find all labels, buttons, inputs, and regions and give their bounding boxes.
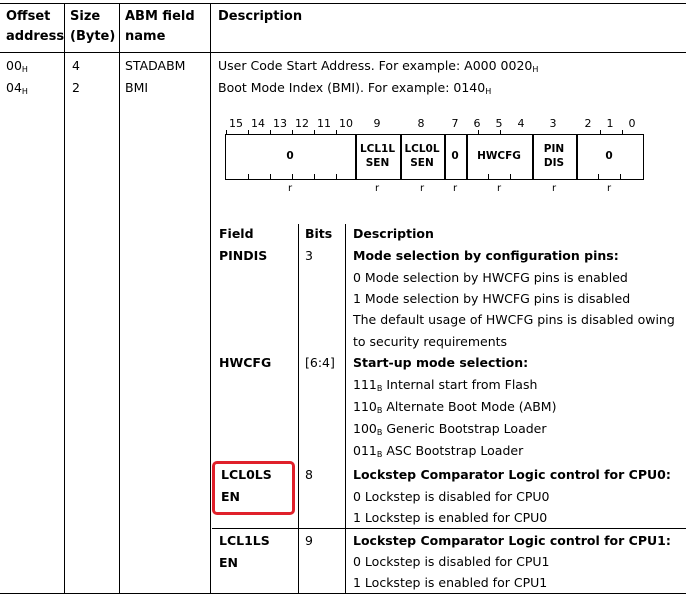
label-lcl1lsen: LCL1L SEN bbox=[359, 143, 396, 169]
row1-size: 4 bbox=[72, 58, 80, 73]
tick-mark bbox=[314, 174, 315, 179]
bit-13: 13 bbox=[273, 117, 287, 130]
bit-1: 1 bbox=[606, 117, 614, 130]
col-divider-3 bbox=[210, 3, 211, 594]
ft-lcl1lsen-line2: 1 Lockstep is enabled for CPU1 bbox=[353, 575, 548, 590]
ft-header-description: Description bbox=[353, 226, 434, 241]
ft-pindis-line3: The default usage of HWCFG pins is disabled owing bbox=[353, 312, 675, 327]
ft-lcl1lsen-line1: 0 Lockstep is disabled for CPU1 bbox=[353, 554, 550, 569]
ft-lcl0lsen-bits: 8 bbox=[305, 467, 313, 482]
ft-lcl0lsen-title: Lockstep Comparator Logic control for CPU0: bbox=[353, 467, 671, 482]
ft-lcl0lsen-name: LCL0LS EN bbox=[221, 467, 272, 504]
bit-0: 0 bbox=[628, 117, 636, 130]
tick-mark bbox=[336, 174, 337, 179]
bit-9: 9 bbox=[373, 117, 381, 130]
col-divider-1 bbox=[64, 3, 65, 594]
tick-mark bbox=[270, 174, 271, 179]
label-reserved-7: 0 bbox=[451, 150, 459, 162]
bit-6: 6 bbox=[473, 117, 481, 130]
ft-lcl0lsen-line2: 1 Lockstep is enabled for CPU0 bbox=[353, 510, 548, 525]
ft-hwcfg-line1: $111_B$ Internal start from Flash bbox=[353, 377, 538, 393]
ft-header-bits: Bits bbox=[305, 226, 333, 241]
access-reserved-2-0: r bbox=[606, 183, 612, 194]
access-pindis: r bbox=[551, 183, 557, 194]
table-top-border bbox=[0, 3, 686, 4]
ft-header-field: Field bbox=[219, 226, 254, 241]
row2-description: Boot Mode Index (BMI). For example: $0140_H$ bbox=[218, 80, 492, 96]
ft-hwcfg-bits: [6:4] bbox=[305, 355, 335, 370]
header-offset: Offset address bbox=[6, 9, 65, 44]
ft-lcl1lsen-bits: 9 bbox=[305, 533, 313, 548]
ft-hwcfg-line4: $011_B$ ASC Bootstrap Loader bbox=[353, 443, 524, 459]
ft-pindis-line1: 0 Mode selection by HWCFG pins is enabled bbox=[353, 270, 628, 285]
header-description: Description bbox=[218, 9, 303, 24]
bit-11: 11 bbox=[317, 117, 331, 130]
header-divider bbox=[0, 52, 686, 53]
ft-pindis-line2: 1 Mode selection by HWCFG pins is disabled bbox=[353, 291, 631, 306]
row1-name: STADABM bbox=[125, 58, 186, 73]
label-pindis: PIN DIS bbox=[543, 143, 565, 169]
highlight-box bbox=[212, 461, 295, 515]
bit-2: 2 bbox=[584, 117, 592, 130]
access-reserved-15-10: r bbox=[287, 183, 293, 194]
bit-3: 3 bbox=[549, 117, 557, 130]
access-hwcfg: r bbox=[496, 183, 502, 194]
ft-lcl1lsen-name: LCL1LS EN bbox=[219, 533, 270, 570]
ft-lcl0lsen-line1: 0 Lockstep is disabled for CPU0 bbox=[353, 489, 550, 504]
bit-10: 10 bbox=[339, 117, 353, 130]
tick-mark bbox=[488, 174, 489, 179]
row2-name: BMI bbox=[125, 80, 149, 95]
ft-hwcfg-line3: $100_B$ Generic Bootstrap Loader bbox=[353, 421, 547, 437]
header-abm-field: ABM field name bbox=[125, 9, 195, 44]
ft-pindis-name: PINDIS bbox=[219, 248, 268, 263]
access-lcl0lsen: r bbox=[419, 183, 425, 194]
ft-pindis-title: Mode selection by configuration pins: bbox=[353, 248, 619, 263]
ft-pindis-bits: 3 bbox=[305, 248, 313, 263]
bit-7: 7 bbox=[451, 117, 459, 130]
ft-pindis-line4: to security requirements bbox=[353, 334, 508, 349]
bit-5: 5 bbox=[495, 117, 503, 130]
tick-mark bbox=[292, 174, 293, 179]
label-hwcfg: HWCFG bbox=[477, 150, 521, 162]
header-size: Size (Byte) bbox=[70, 9, 116, 44]
label-lcl0lsen: LCL0L SEN bbox=[404, 143, 440, 169]
bit-14: 14 bbox=[251, 117, 265, 130]
label-reserved-2-0: 0 bbox=[605, 150, 613, 162]
tick-mark bbox=[598, 174, 599, 179]
row1-description: User Code Start Address. For example: A000 $0020_H$ bbox=[218, 58, 539, 74]
access-lcl1lsen: r bbox=[374, 183, 380, 194]
bit-4: 4 bbox=[517, 117, 525, 130]
row2-offset: $04_H$ bbox=[6, 80, 28, 96]
ft-col-divider-1 bbox=[298, 224, 299, 594]
ft-hwcfg-line2: $110_B$ Alternate Boot Mode (ABM) bbox=[353, 399, 557, 415]
ft-col-divider-2 bbox=[345, 224, 346, 594]
row2-size: 2 bbox=[72, 80, 80, 95]
row1-offset: $00_H$ bbox=[6, 58, 28, 74]
access-reserved-7: r bbox=[452, 183, 458, 194]
ft-hwcfg-title: Start-up mode selection: bbox=[353, 355, 529, 370]
col-divider-2 bbox=[119, 3, 120, 594]
bit-15: 15 bbox=[229, 117, 243, 130]
bit-8: 8 bbox=[417, 117, 425, 130]
tick-mark bbox=[248, 174, 249, 179]
bit-12: 12 bbox=[295, 117, 309, 130]
label-reserved-15-10: 0 bbox=[286, 150, 294, 162]
ft-lcl1lsen-title: Lockstep Comparator Logic control for CPU1: bbox=[353, 533, 671, 548]
tick-mark bbox=[510, 174, 511, 179]
tick-mark bbox=[620, 174, 621, 179]
ft-hwcfg-name: HWCFG bbox=[219, 355, 272, 370]
